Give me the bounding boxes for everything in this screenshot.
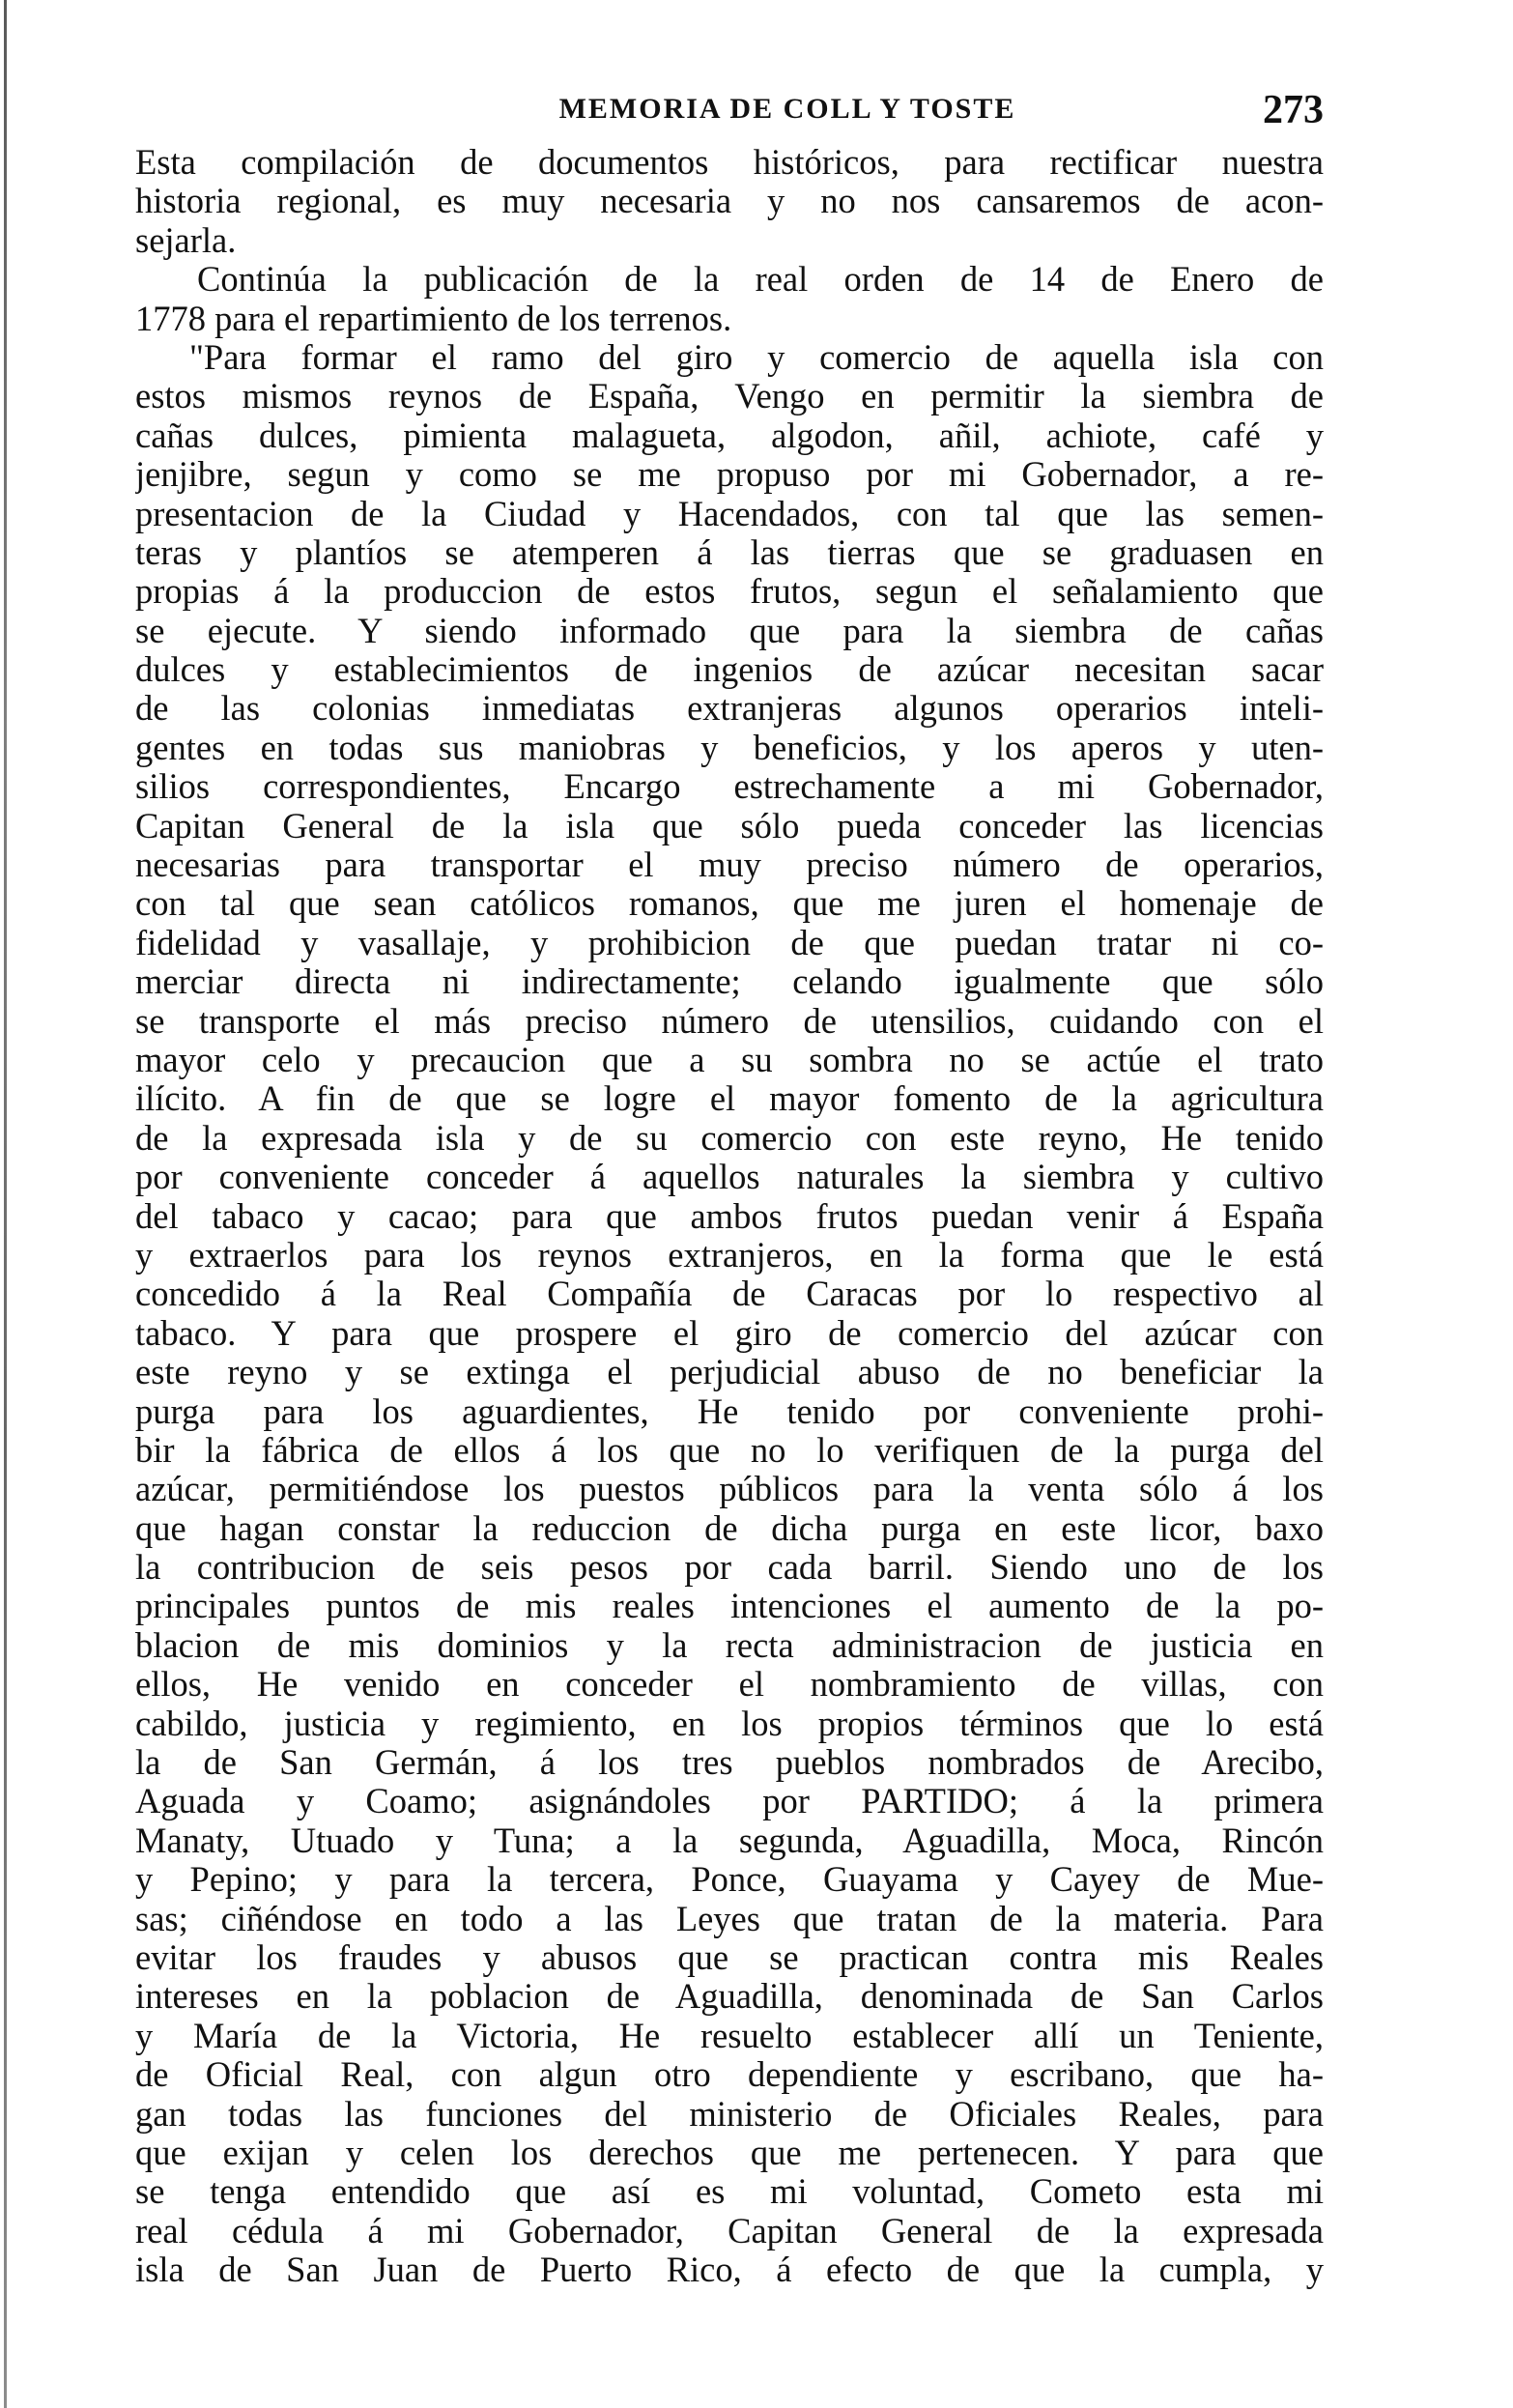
text-line: evitar los fraudes y abusos que se practican contra mis Reales [135,1937,1324,1977]
page-number: 273 [1263,88,1324,132]
text-line: ilícito. A fin de que se logre el mayor fomento de la agricultura [135,1079,1324,1119]
text-line: la de San Germán, á los tres pueblos nombrados de Arecibo, [135,1743,1324,1783]
text-line: y extraerlos para los reynos extranjeros, en la forma que le está [135,1235,1324,1275]
text-line: propias á la produccion de estos frutos, segun el señalamiento que [135,572,1324,612]
text-line: tabaco. Y para que prospere el giro de comercio del azúcar con [135,1313,1324,1353]
text-line: por conveniente conceder á aquellos naturales la siembra y cultivo [135,1158,1324,1197]
text-line: principales puntos de mis reales intenciones el aumento de la po- [135,1587,1324,1626]
text-line: gentes en todas sus maniobras y beneficios, y los aperos y uten- [135,728,1324,767]
text-line: la contribucion de seis pesos por cada barril. Siendo uno de los [135,1548,1324,1588]
text-line: "Para formar el ramo del giro y comercio de aquella isla con [189,337,1324,377]
body-text [135,143,1324,2289]
text-line: sas; ciñéndose en todo a las Leyes que tratan de la materia. Para [135,1899,1324,1938]
text-line: jenjibre, segun y como se me propuso por mi Gobernador, a re- [135,455,1324,495]
text-line: silios correspondientes, Encargo estrechamente a mi Gobernador, [135,767,1324,807]
text-line: que hagan constar la reduccion de dicha purga en este licor, baxo [135,1508,1324,1548]
text-line: que exijan y celen los derechos que me pertenecen. Y para que [135,2133,1324,2172]
text-line: historia regional, es muy necesaria y no nos cansaremos de acon- [135,182,1324,221]
text-line: presentacion de la Ciudad y Hacendados, con tal que las semen- [135,494,1324,533]
text-line: con tal que sean católicos romanos, que me juren el homenaje de [135,884,1324,924]
text-line: se transporte el más preciso número de utensilios, cuidando con el [135,1001,1324,1041]
text-line: dulces y establecimientos de ingenios de azúcar necesitan sacar [135,650,1324,690]
text-line: concedido á la Real Compañía de Caracas por lo respectivo al [135,1275,1324,1314]
text-line: azúcar, permitiéndose los puestos públicos para la venta sólo á los [135,1470,1324,1509]
text-line: gan todas las funciones del ministerio de Oficiales Reales, para [135,2094,1324,2134]
text-line: y Pepino; y para la tercera, Ponce, Guayama y Cayey de Mue- [135,1860,1324,1900]
text-line: merciar directa ni indirectamente; celando igualmente que sólo [135,962,1324,1002]
text-line: 1778 para el repartimiento de los terrenos. [135,299,732,338]
text-line: isla de San Juan de Puerto Rico, á efecto de que la cumpla, y [135,2250,1324,2290]
text-line: se ejecute. Y siendo informado que para la siembra de cañas [135,611,1324,650]
text-line: de las colonias inmediatas extranjeras algunos operarios inteli- [135,689,1324,729]
text-line: este reyno y se extinga el perjudicial abuso de no beneficiar la [135,1353,1324,1392]
text-line: Continúa la publicación de la real orden de 14 de Enero de [197,260,1324,300]
text-line: blacion de mis dominios y la recta administracion de justicia en [135,1625,1324,1665]
text-line: sejarla. [135,220,237,260]
text-line: purga para los aguardientes, He tenido por conveniente prohi- [135,1391,1324,1431]
text-line: cañas dulces, pimienta malagueta, algodon, añil, achiote, café y [135,416,1324,455]
text-line: fidelidad y vasallaje, y prohibicion de que puedan tratar ni co- [135,923,1324,962]
running-title: MEMORIA DE COLL Y TOSTE [558,93,1016,125]
running-head [135,88,1324,132]
text-line: de Oficial Real, con algun otro dependiente y escribano, que ha- [135,2055,1324,2095]
text-line: bir la fábrica de ellos á los que no lo verifiquen de la purga del [135,1430,1324,1470]
page-edge-rule [4,0,7,2408]
text-line: mayor celo y precaucion que a su sombra no se actúe el trato [135,1040,1324,1079]
text-line: y María de la Victoria, He resuelto establecer allí un Teniente, [135,2016,1324,2055]
text-line: teras y plantíos se atemperen á las tierras que se graduasen en [135,532,1324,572]
text-line: Esta compilación de documentos históricos, para rectificar nuestra [135,143,1324,182]
text-line: de la expresada isla y de su comercio con este reyno, He tenido [135,1118,1324,1158]
text-line: Manaty, Utuado y Tuna; a la segunda, Aguadilla, Moca, Rincón [135,1820,1324,1860]
text-line: intereses en la poblacion de Aguadilla, denominada de San Carlos [135,1977,1324,2017]
text-line: del tabaco y cacao; para que ambos frutos puedan venir á España [135,1196,1324,1236]
text-line: Capitan General de la isla que sólo pueda conceder las licencias [135,806,1324,846]
text-line: Aguada y Coamo; asignándoles por PARTIDO; á la primera [135,1782,1324,1821]
text-line: se tenga entendido que así es mi voluntad, Cometo esta mi [135,2172,1324,2212]
text-line: cabildo, justicia y regimiento, en los propios términos que lo está [135,1704,1324,1743]
text-line: ellos, He venido en conceder el nombramiento de villas, con [135,1665,1324,1705]
text-line: necesarias para transportar el muy preciso número de operarios, [135,846,1324,885]
text-line: real cédula á mi Gobernador, Capitan General de la expresada [135,2211,1324,2250]
text-line: estos mismos reynos de España, Vengo en permitir la siembra de [135,377,1324,416]
